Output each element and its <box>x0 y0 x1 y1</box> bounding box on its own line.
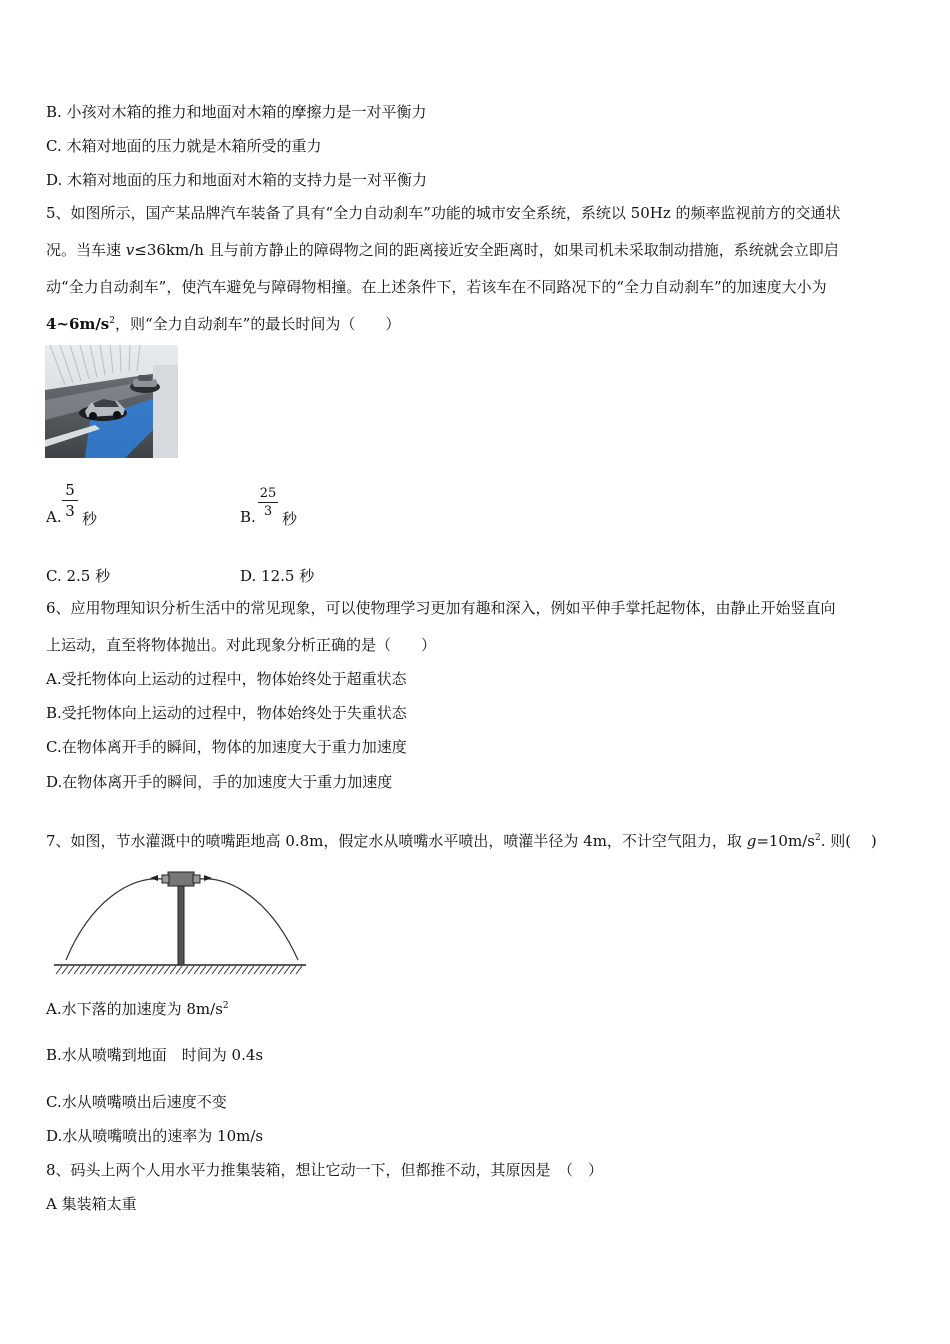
q4-option-d: D. 木箱对地面的压力和地面对木箱的支持力是一对平衡力 <box>46 171 428 189</box>
q5-option-a-denominator: 3 <box>65 502 75 520</box>
q7-option-c: C.水从喷嘴喷出后速度不变 <box>46 1093 227 1111</box>
q6-option-a: A.受托物体向上运动的过程中，物体始终处于超重状态 <box>46 670 407 688</box>
q6-option-b: B.受托物体向上运动的过程中，物体始终处于失重状态 <box>46 704 407 722</box>
q6-stem-line-2: 上运动，直至将物体抛出。对此现象分析正确的是（ ） <box>46 636 437 654</box>
q5-option-a-fraction <box>62 480 78 521</box>
q7-option-b: B.水从喷嘴到地面 时间为 0.4s <box>46 1046 264 1064</box>
q5-option-b-unit: 秒 <box>282 510 298 528</box>
q5-stem-line-3: 动“全力自动刹车”，使汽车避免与障碍物相撞。在上述条件下，若该车在不同路况下的“全力自动刹车”的加速度大小为 <box>46 278 827 296</box>
q7-option-a: A.水下落的加速度为 $8m/s^2$ <box>46 1000 229 1018</box>
q5-stem-line-2: 况。当车速 v≤36km/h 且与前方静止的障碍物之间的距离接近安全距离时，如果司机未采取制动措施，系统就会立即启 <box>46 241 839 259</box>
q5-option-d: D. 12.5 秒 <box>240 567 315 585</box>
car-braking-photo <box>45 345 178 458</box>
q6-option-d: D.在物体离开手的瞬间，手的加速度大于重力加速度 <box>46 773 393 791</box>
q5-option-b-denominator: 3 <box>263 504 273 519</box>
q4-option-c: C. 木箱对地面的压力就是木箱所受的重力 <box>46 137 322 155</box>
q4-option-b: B. 小孩对木箱的推力和地面对木箱的摩擦力是一对平衡力 <box>46 103 427 121</box>
q5-option-a-numerator: 5 <box>62 480 78 501</box>
q5-option-a-label: A. <box>46 508 62 526</box>
q5-stem-line-1: 5、如图所示，国产某品牌汽车装备了具有“全力自动刹车”功能的城市安全系统，系统以 50Hz 的频率监视前方的交通状 <box>46 204 841 222</box>
q5-option-a-unit: 秒 <box>82 510 98 528</box>
q6-option-c: C.在物体离开手的瞬间，物体的加速度大于重力加速度 <box>46 738 407 756</box>
q5-option-b-fraction <box>258 485 278 521</box>
q8-option-a: A 集装箱太重 <box>46 1195 137 1213</box>
q7-stem: 7、如图，节水灌溉中的喷嘴距地高 0.8m，假定水从喷嘴水平喷出，喷灌半径为 4m，不计空气阻力，取 $g=10m/s^2$. 则( ) <box>46 832 877 850</box>
q5-option-b-numerator: 25 <box>259 486 277 501</box>
q5-option-c: C. 2.5 秒 <box>46 567 111 585</box>
sprinkler-diagram <box>50 862 310 977</box>
q8-stem: 8、码头上两个人用水平力推集装箱，想让它动一下，但都推不动，其原因是 （ ） <box>46 1161 604 1179</box>
q5-option-b-label: B. <box>240 508 256 526</box>
q7-option-d: D.水从喷嘴喷出的速率为 10m/s <box>46 1127 264 1145</box>
q5-stem-line-4: $4\sim 6m/s^2$，则“全力自动刹车”的最长时间为（ ） <box>46 315 401 333</box>
q6-stem-line-1: 6、应用物理知识分析生活中的常见现象，可以使物理学习更加有趣和深入，例如平伸手掌托起物体，由静止开始竖直向 <box>46 599 836 617</box>
